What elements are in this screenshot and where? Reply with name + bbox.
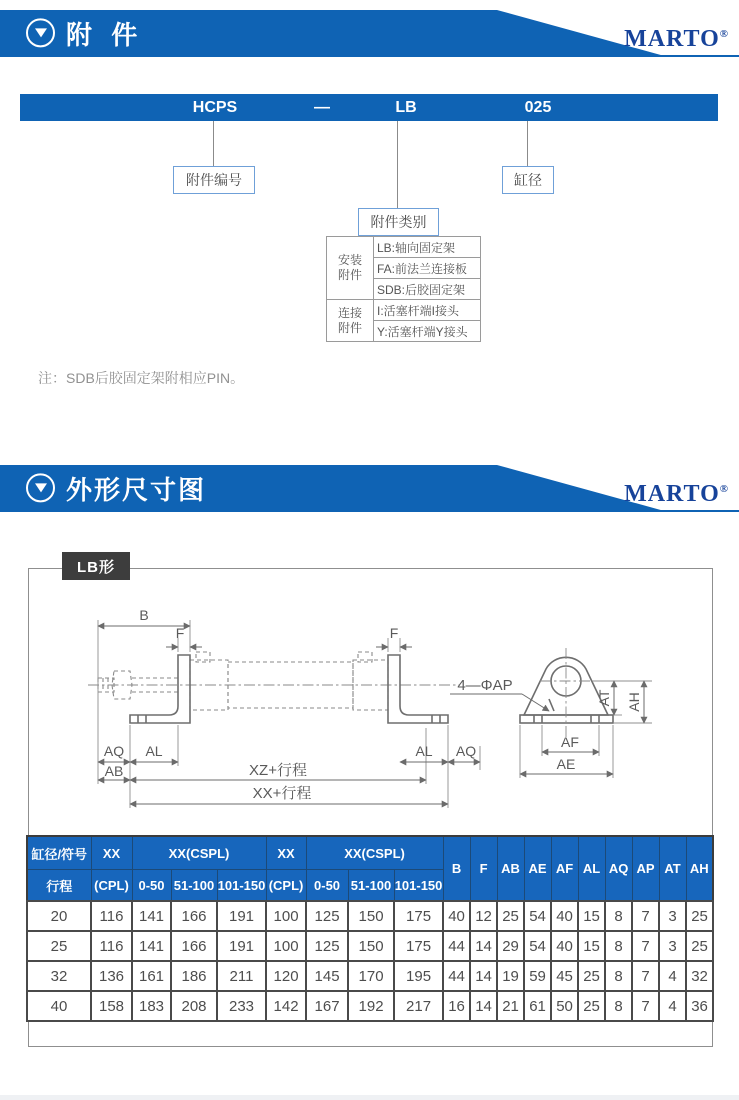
dim-table-cell: 170 [348, 961, 394, 991]
dim-table-cell: 15 [578, 931, 605, 961]
variant-tab: LB形 [62, 552, 130, 580]
dim-table-cell: 7 [632, 961, 659, 991]
bottom-bar [0, 1095, 739, 1100]
dim-table-cell: 45 [551, 961, 578, 991]
dimension-table-body [27, 901, 713, 1021]
dim-table-cell: 12 [470, 901, 497, 931]
dim-table-cell: 166 [171, 931, 217, 961]
dim-table-cell: 14 [470, 931, 497, 961]
dim-table-cell: 25 [686, 931, 713, 961]
dim-label-hole: 4—ΦAP [457, 677, 513, 694]
dim-table-cell: 150 [348, 931, 394, 961]
dim-table-cell: 61 [524, 991, 551, 1021]
dim-table-row [27, 961, 713, 991]
dim-label-f: F [175, 625, 185, 641]
dim-table-cell: 217 [394, 991, 443, 1021]
down-arrow-icon [26, 473, 55, 502]
dim-label-f: F [389, 625, 399, 641]
banner-rule [0, 55, 739, 57]
dim-table-cell: 158 [91, 991, 132, 1021]
dim-table-cell: 145 [306, 961, 348, 991]
dim-table-cell: 175 [394, 931, 443, 961]
header-letter: F [470, 836, 497, 901]
model-code-bar [20, 94, 718, 121]
accessories-section-banner [0, 10, 739, 57]
connector-line [397, 121, 398, 208]
registered-mark: ® [719, 483, 729, 495]
technical-drawing [30, 590, 710, 830]
dim-table-cell: 59 [524, 961, 551, 991]
header-bore-symbol: 缸径/符号 [27, 836, 91, 870]
dim-table-cell: 8 [605, 991, 632, 1021]
dim-label-af: AF [561, 734, 579, 750]
model-series: HCPS [192, 98, 238, 116]
brand-logo [624, 481, 729, 508]
dim-table-cell: 44 [443, 931, 470, 961]
dim-table-cell: 8 [605, 931, 632, 961]
brand-name: MARTO [624, 26, 720, 52]
footnote: 注：SDB后胶固定架附相应PIN。 [38, 370, 245, 386]
dim-table-cell: 40 [551, 931, 578, 961]
section-title: 外形尺寸图 [66, 474, 207, 505]
header-letter: AE [524, 836, 551, 901]
table-row [327, 300, 481, 321]
registered-mark: ® [719, 28, 729, 40]
chamfer-tick [549, 699, 554, 711]
header-range: 0-50 [132, 870, 171, 902]
dim-table-row [27, 991, 713, 1021]
header-xx: XX [91, 836, 132, 870]
dim-table-cell: 125 [306, 931, 348, 961]
header-range: 101-150 [217, 870, 266, 902]
callout-category: 附件类别 [358, 208, 439, 236]
dim-table-cell: 116 [91, 931, 132, 961]
dim-label-ah: AH [626, 692, 642, 712]
dim-table-cell: 120 [266, 961, 306, 991]
dim-table-cell: 25 [578, 961, 605, 991]
accessory-category-table [326, 236, 481, 342]
dim-table-cell: 8 [605, 901, 632, 931]
dim-label-xx: XX+行程 [252, 785, 312, 802]
category-item: I:活塞杆端I接头 [374, 300, 481, 321]
dim-label-ae: AE [556, 756, 576, 772]
dimension-table [26, 835, 714, 1022]
category-item: FA:前法兰连接板 [374, 258, 481, 279]
dim-table-cell: 192 [348, 991, 394, 1021]
dim-table-cell: 54 [524, 931, 551, 961]
header-cpl: (CPL) [266, 870, 306, 902]
brand-name: MARTO [624, 481, 720, 507]
category-item: SDB:后胶固定架 [374, 279, 481, 300]
connector-line [213, 121, 214, 166]
header-letter: AP [632, 836, 659, 901]
header-xx-cspl: XX(CSPL) [132, 836, 266, 870]
dim-table-cell: 191 [217, 901, 266, 931]
category-item: Y:活塞杆端Y接头 [374, 321, 481, 342]
dim-table-cell: 3 [659, 901, 686, 931]
dimensions-section-banner [0, 465, 739, 512]
dim-table-cell: 19 [497, 961, 524, 991]
dim-table-cell: 208 [171, 991, 217, 1021]
header-letter: AH [686, 836, 713, 901]
model-separator: — [314, 98, 330, 116]
dim-table-cell: 195 [394, 961, 443, 991]
dim-table-cell: 4 [659, 961, 686, 991]
header-letter: AQ [605, 836, 632, 901]
dim-table-cell: 29 [497, 931, 524, 961]
dim-table-cell: 7 [632, 991, 659, 1021]
dim-label-aq: AQ [103, 743, 125, 759]
dim-table-cell: 14 [470, 991, 497, 1021]
dim-table-cell: 40 [443, 901, 470, 931]
leader-line [522, 694, 549, 711]
header-range: 101-150 [394, 870, 443, 902]
dim-table-cell: 141 [132, 931, 171, 961]
brand-logo [624, 26, 729, 53]
dim-label-xz: XZ+行程 [249, 762, 307, 779]
dim-table-cell: 161 [132, 961, 171, 991]
connector-line [527, 121, 528, 166]
model-bore: 025 [524, 98, 552, 116]
dim-table-cell: 150 [348, 901, 394, 931]
front-lb-bracket [130, 655, 190, 723]
dim-table-cell: 136 [91, 961, 132, 991]
category-item: LB:轴向固定架 [374, 237, 481, 258]
dim-table-cell: 141 [132, 901, 171, 931]
dim-table-cell: 167 [306, 991, 348, 1021]
dim-table-cell: 8 [605, 961, 632, 991]
dim-table-cell: 54 [524, 901, 551, 931]
header-letter: AF [551, 836, 578, 901]
header-cpl: (CPL) [91, 870, 132, 902]
header-xx-cspl: XX(CSPL) [306, 836, 443, 870]
header-range: 51-100 [171, 870, 217, 902]
header-xx: XX [266, 836, 306, 870]
dim-table-cell: 25 [686, 901, 713, 931]
dim-table-cell: 15 [578, 901, 605, 931]
rear-lb-bracket [388, 655, 448, 723]
header-range: 0-50 [306, 870, 348, 902]
dim-table-cell: 21 [497, 991, 524, 1021]
dim-label-al: AL [145, 743, 163, 759]
dim-label-b: B [139, 607, 149, 623]
dim-table-cell: 32 [686, 961, 713, 991]
header-range: 51-100 [348, 870, 394, 902]
dim-table-cell: 32 [27, 961, 91, 991]
dim-label-ab: AB [104, 763, 124, 779]
dim-label-al: AL [415, 743, 433, 759]
dim-table-cell: 175 [394, 901, 443, 931]
dim-table-cell: 36 [686, 991, 713, 1021]
dim-table-cell: 211 [217, 961, 266, 991]
callout-bore: 缸径 [502, 166, 554, 194]
down-arrow-icon [26, 18, 55, 47]
dim-table-cell: 116 [91, 901, 132, 931]
dim-table-cell: 100 [266, 931, 306, 961]
header-letter: AT [659, 836, 686, 901]
header-row [27, 836, 713, 870]
dim-table-row [27, 931, 713, 961]
dim-table-cell: 4 [659, 991, 686, 1021]
dim-table-cell: 166 [171, 901, 217, 931]
dim-table-cell: 191 [217, 931, 266, 961]
model-type: LB [395, 98, 417, 116]
group-label-connecting: 连接附件 [327, 300, 374, 342]
header-letter: AL [578, 836, 605, 901]
dim-table-cell: 125 [306, 901, 348, 931]
dim-table-cell: 40 [551, 901, 578, 931]
dim-table-cell: 7 [632, 931, 659, 961]
section-title: 附 件 [66, 19, 144, 50]
dim-table-cell: 183 [132, 991, 171, 1021]
dim-label-aq: AQ [455, 743, 477, 759]
dim-table-cell: 44 [443, 961, 470, 991]
dim-table-cell: 40 [27, 991, 91, 1021]
dim-table-cell: 50 [551, 991, 578, 1021]
dim-table-cell: 14 [470, 961, 497, 991]
dim-table-cell: 233 [217, 991, 266, 1021]
table-row [327, 237, 481, 258]
banner-rule [0, 510, 739, 512]
dim-table-row [27, 901, 713, 931]
dim-table-cell: 3 [659, 931, 686, 961]
header-stroke: 行程 [27, 870, 91, 902]
dim-table-cell: 7 [632, 901, 659, 931]
dim-table-cell: 25 [27, 931, 91, 961]
callout-part-number: 附件编号 [173, 166, 255, 194]
dim-table-cell: 100 [266, 901, 306, 931]
header-letter: AB [497, 836, 524, 901]
dim-table-cell: 25 [578, 991, 605, 1021]
group-label-mounting: 安装附件 [327, 237, 374, 300]
dim-label-at: AT [596, 689, 612, 707]
dim-table-cell: 25 [497, 901, 524, 931]
dim-table-cell: 16 [443, 991, 470, 1021]
header-letter: B [443, 836, 470, 901]
dim-table-cell: 142 [266, 991, 306, 1021]
dim-table-cell: 186 [171, 961, 217, 991]
dim-table-cell: 20 [27, 901, 91, 931]
